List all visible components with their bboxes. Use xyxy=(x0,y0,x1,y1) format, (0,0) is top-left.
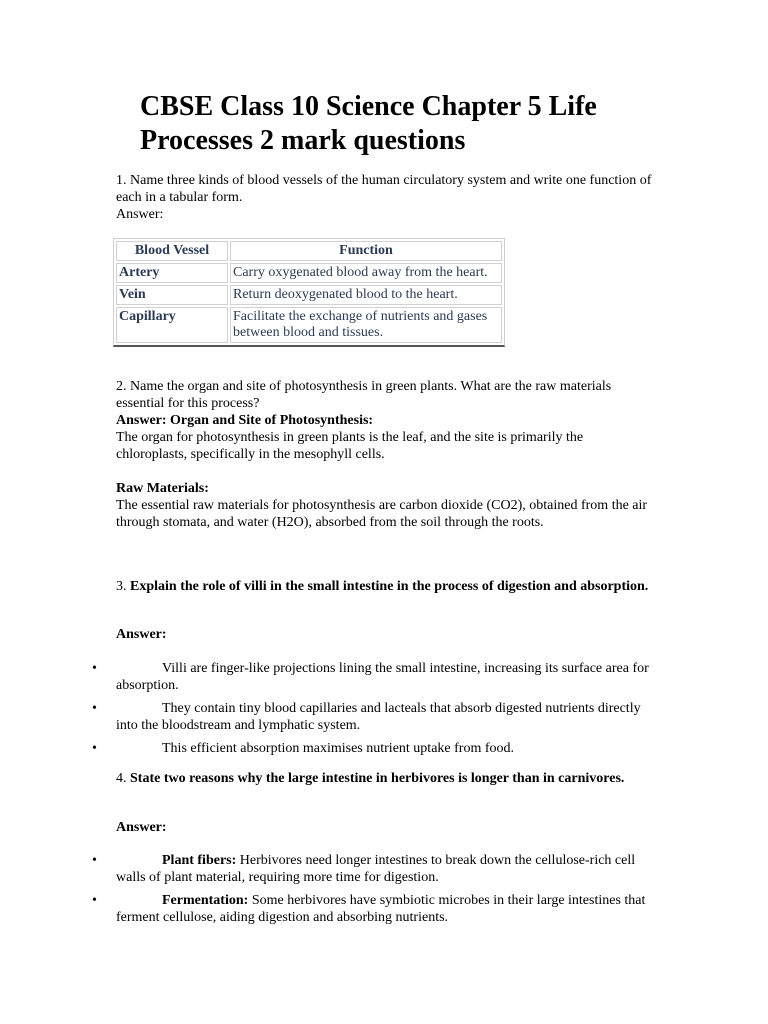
list-item-text: Herbivores need longer intestines to break down the cellulose-rich cell walls of plant material, requiring more time for digestion. xyxy=(116,853,636,885)
table-header-row xyxy=(116,241,502,261)
question-3 xyxy=(116,578,656,595)
table-cell-function: Facilitate the exchange of nutrients and gases between blood and tissues. xyxy=(230,307,502,343)
table-cell-vessel: Capillary xyxy=(116,307,228,343)
bullet-icon: • xyxy=(92,661,97,676)
list-item xyxy=(92,892,656,926)
page-title: CBSE Class 10 Science Chapter 5 Life Processes 2 mark questions xyxy=(140,91,597,156)
list-item-text: Villi are finger-like projections lining the small intestine, increasing its surface area for absorption. xyxy=(116,661,649,693)
list-item-text: Some herbivores have symbiotic microbes in their large intestines that ferment cellulose, aiding digestion and absorbing nutrients. xyxy=(116,893,646,925)
bullet-icon: • xyxy=(92,741,97,756)
question-1-text: 1. Name three kinds of blood vessels of the human circulatory system and write one function of each in a tabular form. xyxy=(116,173,652,205)
bullet-icon: • xyxy=(92,893,97,908)
question-1-answer-label: Answer: xyxy=(116,207,164,222)
list-item xyxy=(92,740,656,757)
question-2-answer-text: The organ for photosynthesis in green plants is the leaf, and the site is primarily the chloroplasts, specifically in the mesophyll cells. xyxy=(116,430,584,462)
list-item-text: This efficient absorption maximises nutrient uptake from food. xyxy=(162,741,514,756)
spacer xyxy=(116,463,656,480)
question-1 xyxy=(116,172,656,223)
table-row xyxy=(116,285,502,305)
table-cell-function: Carry oxygenated blood away from the heart. xyxy=(230,263,502,283)
list-item xyxy=(92,700,656,734)
blood-vessel-table xyxy=(113,238,505,347)
question-3-question: Explain the role of villi in the small intestine in the process of digestion and absorption. xyxy=(130,579,649,594)
bullet-icon: • xyxy=(92,701,97,716)
list-item-lead: Plant fibers: xyxy=(162,853,237,868)
table-cell-vessel: Vein xyxy=(116,285,228,305)
question-4-answer-list-wrap xyxy=(92,852,656,932)
raw-materials-heading: Raw Materials: xyxy=(116,481,209,496)
table-row xyxy=(116,307,502,343)
question-3-answer-list-wrap xyxy=(92,660,656,763)
table-header-vessel: Blood Vessel xyxy=(116,241,228,261)
raw-materials-text: The essential raw materials for photosynthesis are carbon dioxide (CO2), obtained from the air through stomata, and water (H2O), absorbed from the soil through the roots. xyxy=(116,498,648,530)
table-header-function: Function xyxy=(230,241,502,261)
question-3-number: 3. xyxy=(116,579,130,594)
question-4-question: State two reasons why the large intestine in herbivores is longer than in carnivores. xyxy=(130,771,625,786)
question-3-answer-label: Answer: xyxy=(116,627,167,642)
table-cell-vessel: Artery xyxy=(116,263,228,283)
list-item xyxy=(92,660,656,694)
question-4-answer-label: Answer: xyxy=(116,820,167,835)
question-2-answer-heading: Answer: Organ and Site of Photosynthesis: xyxy=(116,413,374,428)
list-item xyxy=(92,852,656,886)
question-2-text: 2. Name the organ and site of photosynthesis in green plants. What are the raw materials essential for this process? xyxy=(116,379,612,411)
question-3-text xyxy=(116,578,656,595)
question-2 xyxy=(116,378,656,531)
question-4-number: 4. xyxy=(116,771,130,786)
table-row xyxy=(116,263,502,283)
bullet-icon: • xyxy=(92,853,97,868)
question-4-text xyxy=(116,770,656,787)
question-4-answer-list xyxy=(92,852,656,926)
table-cell-function: Return deoxygenated blood to the heart. xyxy=(230,285,502,305)
list-item-lead: Fermentation: xyxy=(162,893,249,908)
question-3-answer-list xyxy=(92,660,656,757)
list-item-text: They contain tiny blood capillaries and lacteals that absorb digested nutrients directly into the bloodstream and lymphatic system. xyxy=(116,701,641,733)
question-4 xyxy=(116,770,656,787)
